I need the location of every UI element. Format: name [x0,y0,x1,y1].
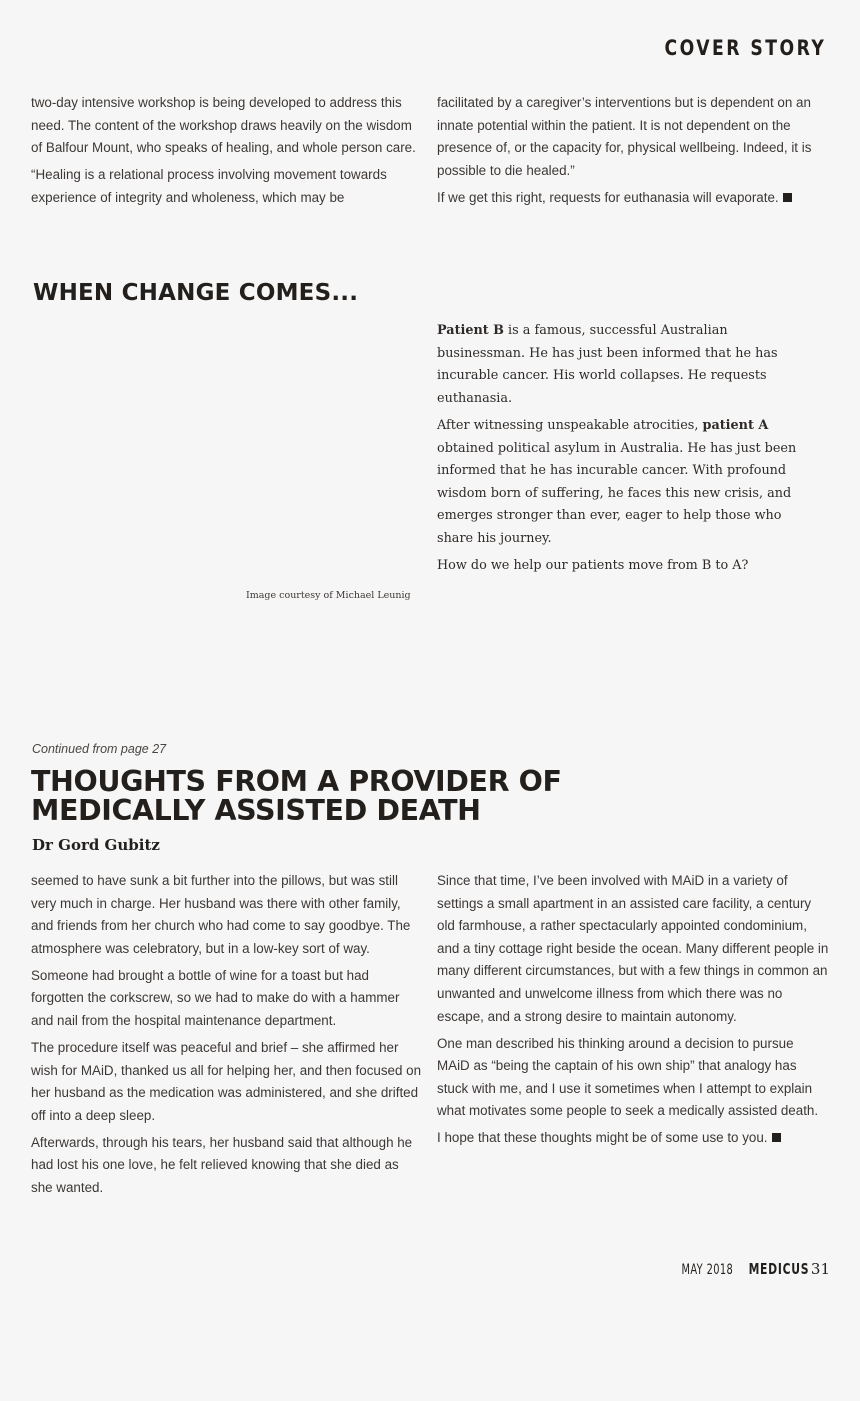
page-number: 31 [810,1260,830,1278]
article-left-column [31,870,423,1204]
page-footer [667,1260,830,1278]
author-name: Dr Gord Gubitz [32,836,160,854]
paragraph: Since that time, I’ve been involved with MAiD in a variety of settings a small apartment in an assisted care facility, a century old farmhouse, a rather spectacularly appointed condominium, and a tiny cottage right beside the ocean. Many different people in many different circumstances, but with a few things in common an unwanted and unwelcome illness from which there was no escape, and a strong desire to maintain autonomy. [437,873,829,1024]
paragraph: Afterwards, through his tears, her husband said that although he had lost his one love, he felt relieved knowing that she died as she wanted. [31,1134,413,1195]
paragraph [437,187,829,210]
bold-text: Patient B [437,323,504,338]
paragraph [437,1127,829,1150]
paragraph: two-day intensive workshop is being developed to address this need. The content of the workshop draws heavily on the wisdom of Balfour Mount, who speaks of healing, and whole person care. [31,95,416,156]
paragraph [437,415,797,551]
paragraph: The procedure itself was peaceful and brief – she affirmed her wish for MAiD, thanked us all for helping her, and then focused on her husband as the medication was administered, and she drifted off into a deep sleep. [31,1039,422,1123]
section-label: COVER STORY [664,36,826,60]
paragraph: How do we help our patients move from B to A? [437,558,749,574]
paragraph-text: obtained political asylum in Australia. He has just been informed that he has incurable cancer. With profound wisdom born of suffering, he faces this new crisis, and emerges stronger than ever, eager to help those who share his journey. [437,440,797,546]
paragraph-text: If we get this right, requests for euthanasia will evaporate. [437,189,779,205]
footer-magazine: MEDICUS [748,1260,809,1278]
article-title [31,765,562,827]
title-line: THOUGHTS FROM A PROVIDER OF [31,765,562,798]
article-right-column [437,870,829,1154]
paragraph: seemed to have sunk a bit further into the pillows, but was still very much in charge. Her husband was there with other family, and friends from her church who had come to say goodbye. The atmosphere was celebratory, but in a low-key sort of way. [31,873,411,956]
paragraph-text: I hope that these thoughts might be of some use to you. [437,1130,768,1146]
paragraph: “Healing is a relational process involving movement towards experience of integrity and wholeness, which may be [31,167,387,205]
section-heading: WHEN CHANGE COMES... [33,280,359,306]
paragraph-text: is a famous, successful Australian businessman. He has just been informed that he has incurable cancer. His world collapses. He requests euthanasia. [437,323,778,406]
paragraph [437,320,797,410]
continued-note: Continued from page 27 [32,742,167,756]
paragraph: One man described his thinking around a decision to pursue MAiD as “being the captain of his own ship” that analogy has stuck with me, and I use it sometimes when I attempt to explain what motivates some people to seek a medically assisted death. [437,1035,819,1119]
end-mark-icon [772,1133,781,1142]
intro-left-column [31,92,423,214]
title-line: MEDICALLY ASSISTED DEATH [31,793,481,827]
paragraph: facilitated by a caregiver’s interventions but is dependent on an innate potential within the patient. It is not dependent on the presence of, or the capacity for, physical wellbeing. Indeed, it is possible to die healed.” [437,95,812,178]
paragraph-text: After witnessing unspeakable atrocities, [437,417,703,433]
bold-text: patient A [702,417,769,433]
paragraph: Someone had brought a bottle of wine for a toast but had forgotten the corkscrew, so we had to make do with a hammer and nail from the hospital maintenance department. [31,967,400,1028]
change-text [437,320,797,582]
image-caption: Image courtesy of Michael Leunig [246,590,411,601]
intro-right-column [437,92,829,214]
footer-date: MAY 2018 [681,1262,733,1278]
end-mark-icon [783,193,792,202]
